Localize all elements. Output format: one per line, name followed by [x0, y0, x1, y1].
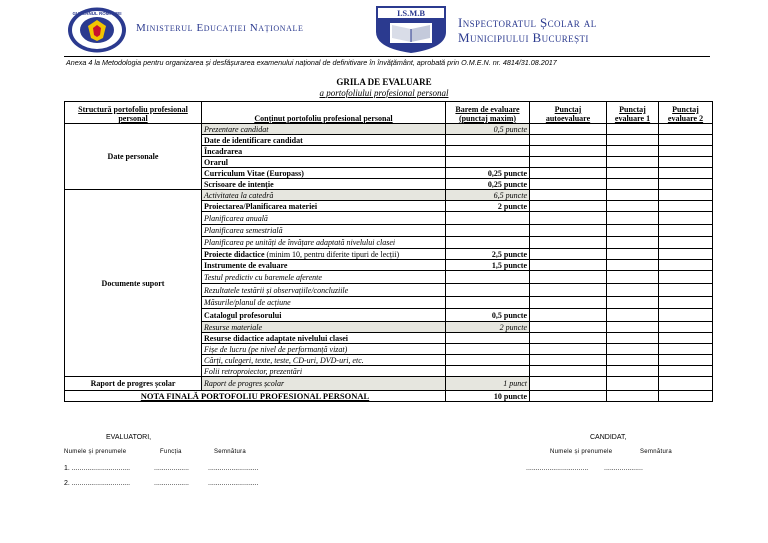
self-eval-cell[interactable]: [530, 179, 607, 190]
row-points: [446, 355, 530, 366]
eval2-cell[interactable]: [659, 201, 713, 212]
row-content: Instrumente de evaluare: [202, 260, 446, 271]
row-points: 6,5 puncte: [446, 190, 530, 201]
row-points: 0,5 puncte: [446, 309, 530, 322]
self-eval-cell[interactable]: [530, 135, 607, 146]
eval1-cell[interactable]: [607, 309, 659, 322]
final-self-eval-cell[interactable]: [530, 391, 607, 402]
self-eval-cell[interactable]: [530, 322, 607, 333]
header-divider: [64, 56, 710, 57]
row-content: Rezultatele testării și observațiile/concluziile: [202, 284, 446, 297]
row-points: [446, 135, 530, 146]
eval2-cell[interactable]: [659, 225, 713, 237]
row-points: [446, 212, 530, 225]
page-subtitle: a portofoliului profesional personal: [319, 88, 449, 98]
eval2-cell[interactable]: [659, 260, 713, 271]
eval1-cell[interactable]: [607, 135, 659, 146]
row-points: 0,25 puncte: [446, 179, 530, 190]
row-points: 0,5 puncte: [446, 124, 530, 135]
eval2-cell[interactable]: [659, 333, 713, 344]
eval1-cell[interactable]: [607, 124, 659, 135]
row-points: [446, 237, 530, 249]
row-content: Proiectarea/Planificarea materiei: [202, 201, 446, 212]
row-points: 2 puncte: [446, 322, 530, 333]
eval1-cell[interactable]: [607, 212, 659, 225]
row-points: [446, 146, 530, 157]
candidate-name[interactable]: ................................: [526, 465, 589, 472]
self-eval-cell[interactable]: [530, 297, 607, 309]
eval1-cell[interactable]: [607, 168, 659, 179]
final-score-label: NOTA FINALĂ PORTOFOLIU PROFESIONAL PERSONAL: [65, 391, 446, 402]
row-content: Activitatea la catedră: [202, 190, 446, 201]
row-points: [446, 225, 530, 237]
self-eval-cell[interactable]: [530, 201, 607, 212]
self-eval-cell[interactable]: [530, 212, 607, 225]
government-seal-icon: [66, 6, 128, 54]
row-points: 2,5 puncte: [446, 249, 530, 260]
row-content: Planificarea semestrială: [202, 225, 446, 237]
ismb-logo-text: I.S.M.B: [396, 8, 426, 18]
self-eval-cell[interactable]: [530, 284, 607, 297]
row-points: [446, 271, 530, 284]
self-eval-cell[interactable]: [530, 237, 607, 249]
row-points: [446, 284, 530, 297]
header-eval-2: Punctaj evaluare 2: [659, 102, 713, 124]
header-structure: Structură portofoliu profesional personal: [65, 102, 202, 124]
self-eval-cell[interactable]: [530, 225, 607, 237]
row-content: [202, 249, 446, 260]
eval1-cell[interactable]: [607, 322, 659, 333]
eval1-cell[interactable]: [607, 179, 659, 190]
eval1-cell[interactable]: [607, 271, 659, 284]
ismb-shield-icon: [372, 4, 450, 54]
table-row: [65, 190, 713, 201]
row-content: Cărți, culegeri, texte, teste, CD-uri, DVD-uri, etc.: [202, 355, 446, 366]
candidate-signature-label: Semnătura: [640, 449, 673, 455]
eval2-cell[interactable]: [659, 355, 713, 366]
row-content: Catalogul profesorului: [202, 309, 446, 322]
eval2-cell[interactable]: [659, 271, 713, 284]
eval2-cell[interactable]: [659, 377, 713, 391]
table-row: [65, 377, 713, 391]
evaluator-2-function[interactable]: ..................: [154, 480, 190, 487]
eval1-cell[interactable]: [607, 377, 659, 391]
row-content-extra: (minim 10, pentru diferite tipuri de lecții): [264, 249, 400, 259]
government-seal-text: GUVERNUL ROMÂNIEI: [72, 11, 122, 16]
final-eval2-cell[interactable]: [659, 391, 713, 402]
row-content: Încadrarea: [202, 146, 446, 157]
eval1-cell[interactable]: [607, 355, 659, 366]
self-eval-cell[interactable]: [530, 333, 607, 344]
page-title: GRILA DE EVALUARE: [336, 77, 432, 87]
row-content: Planificarea anuală: [202, 212, 446, 225]
candidate-name-label: Numele și prenumele: [550, 449, 613, 455]
eval2-cell[interactable]: [659, 309, 713, 322]
candidate-signature[interactable]: ....................: [604, 465, 643, 472]
eval1-cell[interactable]: [607, 146, 659, 157]
eval2-cell[interactable]: [659, 146, 713, 157]
row-content: Resurse didactice adaptate nivelului clasei: [202, 333, 446, 344]
row-points: [446, 297, 530, 309]
eval2-cell[interactable]: [659, 157, 713, 168]
candidate-heading: CANDIDAT,: [590, 434, 627, 441]
eval1-cell[interactable]: [607, 190, 659, 201]
evaluator-name-label: Numele și prenumele: [64, 449, 127, 455]
self-eval-cell[interactable]: [530, 309, 607, 322]
evaluator-1-function[interactable]: ..................: [154, 465, 190, 472]
eval2-cell[interactable]: [659, 366, 713, 377]
row-content: Fișe de lucru (pe nivel de performanță vizat): [202, 344, 446, 355]
row-content: Scrisoare de intenție: [202, 179, 446, 190]
evaluator-signature-label: Semnătura: [214, 449, 247, 455]
self-eval-cell[interactable]: [530, 344, 607, 355]
final-score-points: 10 puncte: [446, 391, 530, 402]
evaluator-1-name[interactable]: 1. ..............................: [64, 465, 131, 472]
row-content: Resurse materiale: [202, 322, 446, 333]
self-eval-cell[interactable]: [530, 168, 607, 179]
eval1-cell[interactable]: [607, 344, 659, 355]
header-self-eval: Punctaj autoevaluare: [530, 102, 607, 124]
row-content: Măsurile/planul de acțiune: [202, 297, 446, 309]
final-eval1-cell[interactable]: [607, 391, 659, 402]
row-content: Date de identificare candidat: [202, 135, 446, 146]
evaluator-2-signature[interactable]: ..........................: [208, 480, 259, 487]
annex-note: Anexa 4 la Metodologia pentru organizarea și desfășurarea examenului național de definitivare în învățământ, aprobată prin O.M.E.N. nr. 4814/31.08.2017: [66, 58, 557, 67]
row-points: [446, 157, 530, 168]
table-row: [65, 124, 713, 135]
row-points: 0,25 puncte: [446, 168, 530, 179]
eval1-cell[interactable]: [607, 333, 659, 344]
eval2-cell[interactable]: [659, 297, 713, 309]
eval2-cell[interactable]: [659, 237, 713, 249]
table-header-row: [65, 102, 713, 124]
evaluators-heading: EVALUATORI,: [106, 434, 152, 441]
self-eval-cell[interactable]: [530, 260, 607, 271]
row-content: Planificarea pe unități de învățare adaptată nivelului clasei: [202, 237, 446, 249]
eval2-cell[interactable]: [659, 124, 713, 135]
row-points: [446, 333, 530, 344]
self-eval-cell[interactable]: [530, 377, 607, 391]
ministry-name: Ministerul Educației Naționale: [136, 22, 304, 34]
evaluation-grid: [64, 101, 713, 402]
evaluator-function-label: Funcția: [160, 449, 182, 455]
inspectorate-name: [458, 15, 597, 45]
self-eval-cell[interactable]: [530, 157, 607, 168]
page-header: [0, 0, 768, 56]
evaluator-1-signature[interactable]: ..........................: [208, 465, 259, 472]
self-eval-cell[interactable]: [530, 271, 607, 284]
header-points: Barem de evaluare (punctaj maxim): [446, 102, 530, 124]
self-eval-cell[interactable]: [530, 366, 607, 377]
self-eval-cell[interactable]: [530, 190, 607, 201]
row-content: Testul predictiv cu baremele aferente: [202, 271, 446, 284]
eval1-cell[interactable]: [607, 366, 659, 377]
row-content: Raport de progres școlar: [202, 377, 446, 391]
eval1-cell[interactable]: [607, 284, 659, 297]
section-personal-data: Date personale: [65, 124, 202, 190]
section-support-documents: Documente suport: [65, 190, 202, 377]
eval2-cell[interactable]: [659, 190, 713, 201]
row-points: [446, 344, 530, 355]
evaluator-2-name[interactable]: 2. ..............................: [64, 480, 131, 487]
eval2-cell[interactable]: [659, 168, 713, 179]
self-eval-cell[interactable]: [530, 249, 607, 260]
eval2-cell[interactable]: [659, 135, 713, 146]
eval1-cell[interactable]: [607, 201, 659, 212]
eval2-cell[interactable]: [659, 179, 713, 190]
eval2-cell[interactable]: [659, 344, 713, 355]
self-eval-cell[interactable]: [530, 124, 607, 135]
eval2-cell[interactable]: [659, 322, 713, 333]
row-content: Prezentare candidat: [202, 124, 446, 135]
eval2-cell[interactable]: [659, 249, 713, 260]
eval1-cell[interactable]: [607, 297, 659, 309]
inspectorate-line-1: Inspectoratul Școlar al: [458, 15, 597, 30]
eval2-cell[interactable]: [659, 212, 713, 225]
eval2-cell[interactable]: [659, 284, 713, 297]
self-eval-cell[interactable]: [530, 355, 607, 366]
row-points: [446, 366, 530, 377]
row-points: 1,5 puncte: [446, 260, 530, 271]
inspectorate-line-2: Municipiului București: [458, 30, 589, 45]
eval1-cell[interactable]: [607, 157, 659, 168]
row-content: Folii retroproiector, prezentări: [202, 366, 446, 377]
row-content: Orarul: [202, 157, 446, 168]
final-score-row: [65, 391, 713, 402]
eval1-cell[interactable]: [607, 260, 659, 271]
self-eval-cell[interactable]: [530, 146, 607, 157]
header-eval-1: Punctaj evaluare 1: [607, 102, 659, 124]
eval1-cell[interactable]: [607, 249, 659, 260]
section-progress-report: Raport de progres școlar: [65, 377, 202, 391]
row-points: 1 punct: [446, 377, 530, 391]
eval1-cell[interactable]: [607, 225, 659, 237]
eval1-cell[interactable]: [607, 237, 659, 249]
row-points: 2 puncte: [446, 201, 530, 212]
row-content-main: Proiecte didactice: [204, 249, 265, 259]
header-content: Conținut portofoliu profesional personal: [202, 102, 446, 124]
row-content: Curriculum Vitae (Europass): [202, 168, 446, 179]
